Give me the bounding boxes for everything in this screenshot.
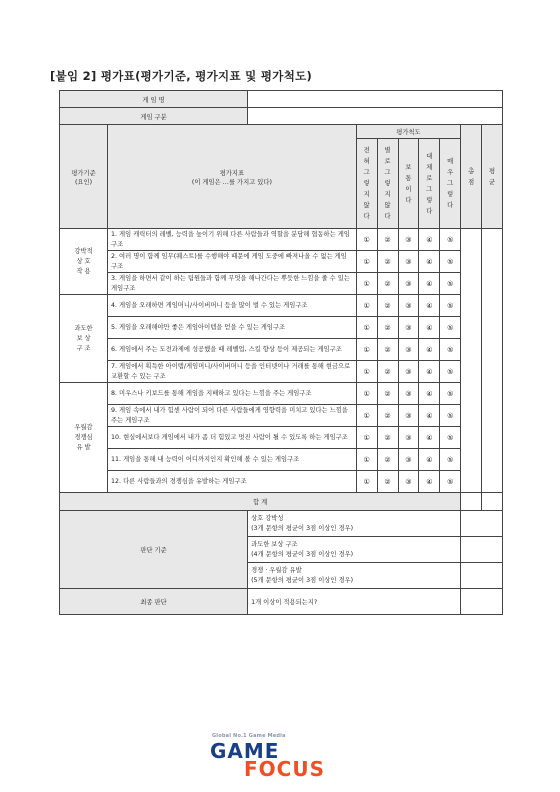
vertical-char: 않 (384, 202, 391, 209)
judgement-desc: (4개 문항의 평균이 3점 이상인 경우) (251, 550, 354, 558)
table-row (60, 471, 503, 493)
sum-total-cell[interactable] (461, 493, 482, 511)
scale-option-4[interactable]: ④ (419, 405, 440, 427)
table-row (60, 317, 503, 339)
scale-option-4[interactable]: ④ (419, 449, 440, 471)
vertical-char: 혀 (363, 158, 370, 165)
scale-option-2[interactable]: ② (377, 361, 398, 383)
vertical-char: 그 (447, 180, 454, 187)
game-name-label: 게 임 명 (60, 91, 248, 108)
sum-row (60, 493, 503, 511)
vertical-char: 우 (447, 169, 454, 176)
table-row (60, 361, 503, 383)
scale-option-3[interactable]: ③ (398, 339, 419, 361)
scale-option-4[interactable]: ④ (419, 339, 440, 361)
average-header (482, 125, 503, 229)
scale-option-2[interactable]: ② (377, 273, 398, 295)
scale-header: 평가척도 (356, 125, 460, 139)
indicator-item: 3. 게임을 하면서 같이 하는 팀원들과 함께 무엇을 해나간다는 뿌듯한 느낌을 줄 수 있는 게임구조 (108, 273, 357, 295)
scale-option-3[interactable]: ③ (398, 295, 419, 317)
total-header (461, 125, 482, 229)
judgement-criterion (248, 563, 461, 589)
scale-option-1[interactable]: ① (356, 405, 377, 427)
final-question: 1개 이상이 적용되는지? (248, 589, 461, 615)
scale-option-1[interactable]: ① (356, 317, 377, 339)
scale-option-1[interactable]: ① (356, 427, 377, 449)
scale-option-3[interactable]: ③ (398, 383, 419, 405)
vertical-char: 렇 (426, 196, 433, 204)
judgement-title: 과도한 보상 구조 (251, 540, 298, 548)
criteria-header (60, 125, 108, 229)
scale-option-2[interactable]: ② (377, 317, 398, 339)
scale-option-5[interactable]: ⑤ (440, 405, 461, 427)
judgement-result-cell[interactable] (461, 537, 503, 563)
vertical-char: 로 (384, 158, 391, 165)
vertical-char: 다 (363, 213, 370, 220)
scale-option-5[interactable]: ⑤ (440, 471, 461, 493)
logo-word-focus: FOCUS (244, 757, 325, 781)
criteria-name-line: 경쟁심 (74, 433, 93, 441)
scale-col-2 (377, 139, 398, 229)
vertical-char: 그 (426, 185, 433, 193)
judgement-row (60, 511, 503, 537)
scale-option-2[interactable]: ② (377, 295, 398, 317)
game-category-label: 게임 구분 (60, 108, 248, 125)
average-cell[interactable] (482, 229, 503, 493)
criteria-name-line: 작 용 (76, 267, 91, 275)
criteria-name-line: 보 상 (76, 334, 91, 342)
scale-option-4[interactable]: ④ (419, 471, 440, 493)
scale-option-1[interactable]: ① (356, 273, 377, 295)
scale-option-5[interactable]: ⑤ (440, 295, 461, 317)
vertical-char: 대 (426, 152, 433, 160)
criteria-sublabel: (요인) (74, 178, 93, 186)
indicator-header (108, 125, 357, 229)
scale-option-1[interactable]: ① (356, 251, 377, 273)
vertical-char: 지 (363, 191, 370, 198)
scale-option-3[interactable]: ③ (398, 251, 419, 273)
vertical-char: 통 (405, 174, 412, 182)
scale-option-3[interactable]: ③ (398, 427, 419, 449)
scale-option-5[interactable]: ⑤ (440, 449, 461, 471)
scale-option-2[interactable]: ② (377, 229, 398, 251)
indicator-item: 2. 여러 명이 함께 임무(퀘스트)를 수행해야 때문에 게임 도중에 빠져나올 수 없는 게임구조 (108, 251, 357, 273)
scale-option-5[interactable]: ⑤ (440, 361, 461, 383)
indicator-item: 12. 다른 사람들과의 경쟁심을 유발하는 게임구조 (108, 471, 357, 493)
criteria-name-line: 우월감 (74, 423, 93, 431)
scale-col-5 (440, 139, 461, 229)
table-row (60, 273, 503, 295)
scale-option-2[interactable]: ② (377, 449, 398, 471)
vertical-char: 별 (384, 147, 391, 154)
final-label: 최종 판단 (60, 589, 248, 615)
scale-option-5[interactable]: ⑤ (440, 273, 461, 295)
page-title: [붙임 2] 평가표(평가기준, 평가지표 및 평가척도) (50, 69, 313, 83)
scale-option-3[interactable]: ③ (398, 361, 419, 383)
table-row (60, 405, 503, 427)
table-row (60, 449, 503, 471)
scale-option-4[interactable]: ④ (419, 383, 440, 405)
scale-option-3[interactable]: ③ (398, 273, 419, 295)
scale-col-1 (356, 139, 377, 229)
table-row (60, 383, 503, 405)
sum-average-cell[interactable] (482, 493, 503, 511)
table-row (60, 229, 503, 251)
vertical-char: 균 (488, 178, 496, 186)
scale-option-2[interactable]: ② (377, 251, 398, 273)
criteria-group-3 (60, 383, 108, 493)
scale-option-3[interactable]: ③ (398, 449, 419, 471)
scale-option-1[interactable]: ① (356, 471, 377, 493)
criteria-name-line: 과도한 (74, 324, 93, 332)
judgement-result-cell[interactable] (461, 511, 503, 537)
vertical-char: 그 (363, 169, 370, 176)
indicator-item: 4. 게임을 오래하면 게임머니/사이버머니 등을 많이 벌 수 있는 게임구조 (108, 295, 357, 317)
vertical-char: 렇 (384, 180, 391, 187)
vertical-char: 않 (363, 202, 370, 209)
judgement-desc: (3개 문항의 평균이 3점 이상인 경우) (251, 524, 354, 532)
indicator-item: 11. 게임을 통해 내 능력이 어디까지인지 확인해 볼 수 있는 게임구조 (108, 449, 357, 471)
vertical-char: 다 (426, 207, 433, 215)
game-name-field[interactable] (248, 91, 503, 108)
scale-col-3 (398, 139, 419, 229)
scale-option-2[interactable]: ② (377, 471, 398, 493)
scale-option-5[interactable]: ⑤ (440, 229, 461, 251)
logo-tagline: Global No.1 Game Media (212, 733, 286, 739)
criteria-label: 평가기준 (71, 169, 96, 177)
judgement-title: 경쟁 · 우월감 유발 (251, 566, 302, 574)
table-row (60, 251, 503, 273)
scale-option-1[interactable]: ① (356, 339, 377, 361)
scale-option-2[interactable]: ② (377, 427, 398, 449)
indicator-item: 5. 게임을 오래해야만 좋은 게임아이템을 얻을 수 있는 게임구조 (108, 317, 357, 339)
total-cell[interactable] (461, 229, 482, 493)
vertical-char: 그 (384, 169, 391, 176)
vertical-char: 렇 (363, 180, 370, 187)
criteria-name-line: 상 호 (76, 257, 91, 265)
scale-option-1[interactable]: ① (356, 229, 377, 251)
vertical-char: 렇 (447, 191, 454, 198)
judgement-criterion (248, 537, 461, 563)
scale-option-5[interactable]: ⑤ (440, 383, 461, 405)
vertical-char: 전 (363, 147, 370, 154)
evaluation-table (59, 90, 503, 615)
vertical-char: 체 (426, 163, 433, 171)
table-row (60, 339, 503, 361)
vertical-char: 매 (447, 158, 454, 165)
criteria-name-line: 구 조 (76, 344, 91, 352)
scale-option-2[interactable]: ② (377, 383, 398, 405)
logo-word-game: GAME (210, 739, 280, 763)
table-row (60, 295, 503, 317)
scale-col-4 (419, 139, 440, 229)
vertical-char: 보 (405, 163, 412, 171)
scale-option-5[interactable]: ⑤ (440, 427, 461, 449)
criteria-name-line: 유 발 (76, 443, 91, 451)
scale-option-5[interactable]: ⑤ (440, 317, 461, 339)
scale-option-3[interactable]: ③ (398, 405, 419, 427)
game-category-field[interactable] (248, 108, 503, 125)
vertical-char: 평 (488, 167, 496, 175)
judgement-result-cell[interactable] (461, 563, 503, 589)
vertical-char: 다 (384, 213, 391, 220)
scale-option-4[interactable]: ④ (419, 229, 440, 251)
indicator-sublabel: (이 게임은 …를 가지고 있다) (191, 178, 272, 186)
final-result-cell[interactable] (461, 589, 503, 615)
vertical-char: 지 (384, 191, 391, 198)
scale-option-3[interactable]: ③ (398, 229, 419, 251)
scale-option-4[interactable]: ④ (419, 273, 440, 295)
scale-option-4[interactable]: ④ (419, 427, 440, 449)
scale-option-1[interactable]: ① (356, 449, 377, 471)
scale-option-2[interactable]: ② (377, 339, 398, 361)
criteria-group-1 (60, 229, 108, 295)
indicator-item: 10. 현실에서보다 게임에서 내가 좀 더 힘있고 멋진 사람이 될 수 있도록 하는 게임구조 (108, 427, 357, 449)
judgement-title: 상호 강박성 (251, 514, 284, 522)
gamefocus-logo (208, 733, 358, 781)
vertical-char: 로 (426, 174, 433, 182)
judgement-label: 판단 기준 (60, 511, 248, 589)
indicator-item: 6. 게임에서 주는 도전과제에 성공했을 때 레벨업, 스킬 향상 등이 제공되는 게임구조 (108, 339, 357, 361)
indicator-item: 9. 게임 속에서 내가 힘센 사람이 되어 다른 사람들에게 영향력을 미치고 있다는 느낌을 주는 게임구조 (108, 405, 357, 427)
scale-option-1[interactable]: ① (356, 361, 377, 383)
scale-option-4[interactable]: ④ (419, 295, 440, 317)
indicator-label: 평가지표 (219, 169, 245, 177)
scale-option-4[interactable]: ④ (419, 361, 440, 383)
scale-option-5[interactable]: ⑤ (440, 339, 461, 361)
table-row (60, 427, 503, 449)
indicator-item: 1. 게임 캐릭터의 레벨, 능력을 높이기 위해 다른 사람들과 역할을 분담해 협동하는 게임구조 (108, 229, 357, 251)
scale-option-1[interactable]: ① (356, 295, 377, 317)
scale-option-4[interactable]: ④ (419, 251, 440, 273)
criteria-name-line: 강박적 (74, 247, 93, 255)
scale-option-5[interactable]: ⑤ (440, 251, 461, 273)
vertical-char: 다 (405, 196, 412, 204)
judgement-desc: (5개 문항의 평균이 3점 이상인 경우) (251, 576, 354, 584)
scale-option-1[interactable]: ① (356, 383, 377, 405)
judgement-criterion (248, 511, 461, 537)
scale-option-3[interactable]: ③ (398, 317, 419, 339)
criteria-group-2 (60, 295, 108, 383)
vertical-char: 이 (405, 185, 412, 193)
indicator-item: 8. 미우스나 키보드를 통해 게임을 지배하고 있다는 느낌을 주는 게임구조 (108, 383, 357, 405)
scale-option-2[interactable]: ② (377, 405, 398, 427)
vertical-char: 점 (468, 178, 475, 186)
scale-option-3[interactable]: ③ (398, 471, 419, 493)
sum-label: 합 계 (60, 493, 461, 511)
vertical-char: 총 (468, 167, 475, 175)
vertical-char: 다 (447, 202, 454, 209)
scale-option-4[interactable]: ④ (419, 317, 440, 339)
final-row (60, 589, 503, 615)
indicator-item: 7. 게임에서 획득한 아이템/게임머니/사이버머니 등을 인터넷이나 거래를 통해 현금으로 교환할 수 있는 구조 (108, 361, 357, 383)
